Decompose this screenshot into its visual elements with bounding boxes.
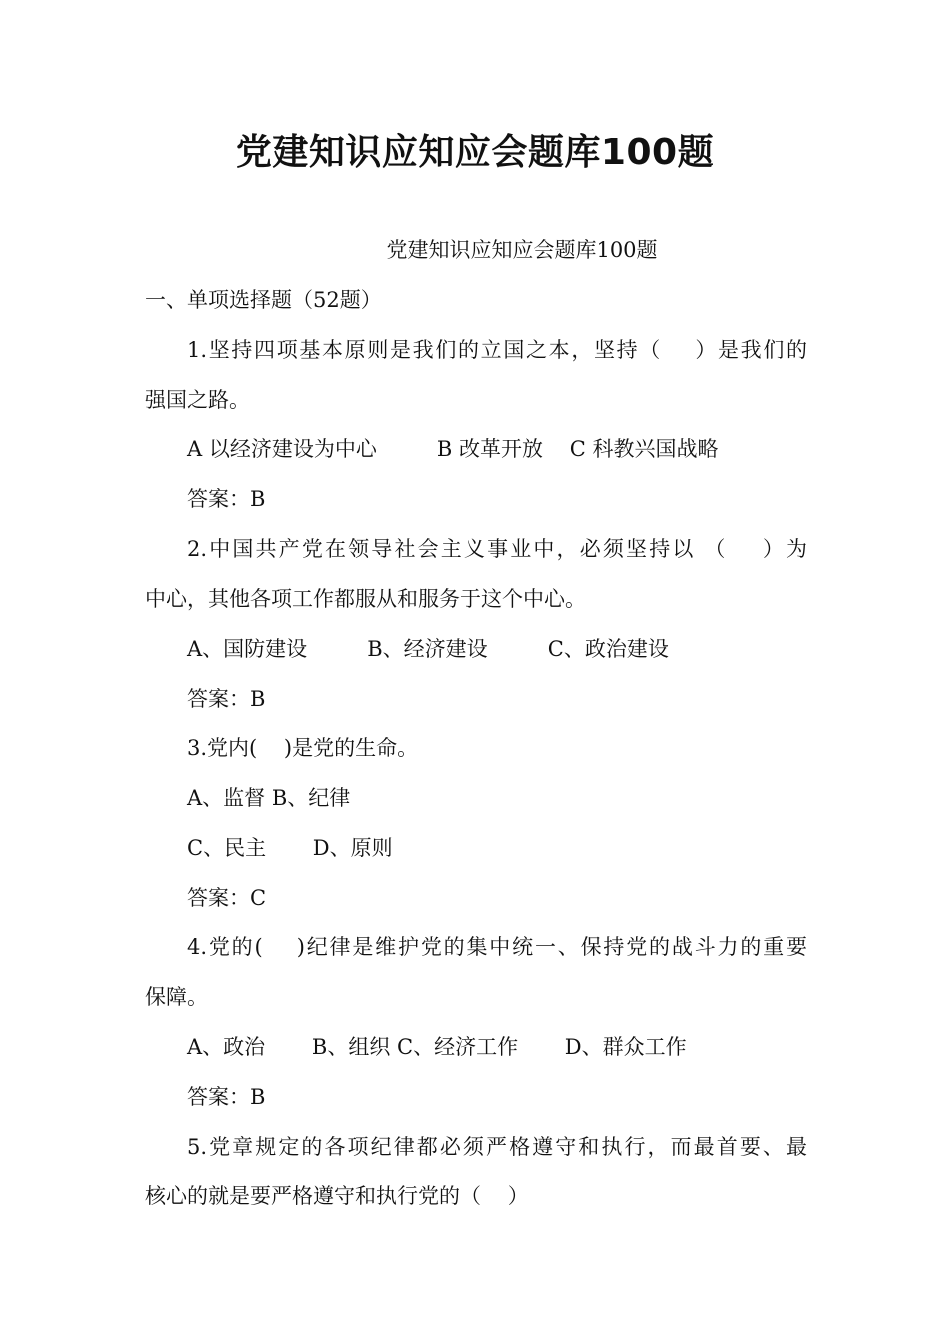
question-text-line: 3.党内( )是党的生命。 (187, 736, 419, 760)
question-text-line: 4.党的( )纪律是维护党的集中统一、保持党的战斗力的重要 (187, 935, 807, 959)
question-text-line: 1.坚持四项基本原则是我们的立国之本，坚持（ ）是我们的 (187, 338, 807, 362)
question-answer: 答案：B (187, 687, 266, 711)
document-subtitle: 党建知识应知应会题库100题 (386, 238, 658, 262)
question-options: C、民主 D、原则 (187, 836, 393, 860)
question-text-continuation: 强国之路。 (145, 388, 250, 412)
question-answer: 答案：B (187, 1085, 266, 1109)
question-options: A、国防建设 B、经济建设 C、政治建设 (187, 637, 669, 661)
question-text-continuation: 核心的就是要严格遵守和执行党的（ ） (145, 1184, 529, 1208)
page-title: 党建知识应知应会题库100题 (235, 132, 715, 173)
question-text-line: 5.党章规定的各项纪律都必须严格遵守和执行，而最首要、最 (187, 1135, 807, 1159)
question-text-line: 2.中国共产党在领导社会主义事业中，必须坚持以 （ ）为 (187, 537, 807, 561)
question-options: A 以经济建设为中心 B 改革开放 C 科教兴国战略 (187, 437, 719, 461)
section-heading: 一、单项选择题（52题） (145, 288, 382, 312)
question-options: A、政治 B、组织 C、经济工作 D、群众工作 (187, 1035, 687, 1059)
question-text-continuation: 中心，其他各项工作都服从和服务于这个中心。 (145, 587, 586, 611)
question-options: A、监督 B、纪律 (187, 786, 351, 810)
question-answer: 答案：B (187, 487, 266, 511)
question-answer: 答案：C (187, 886, 267, 910)
question-text-continuation: 保障。 (145, 985, 208, 1009)
